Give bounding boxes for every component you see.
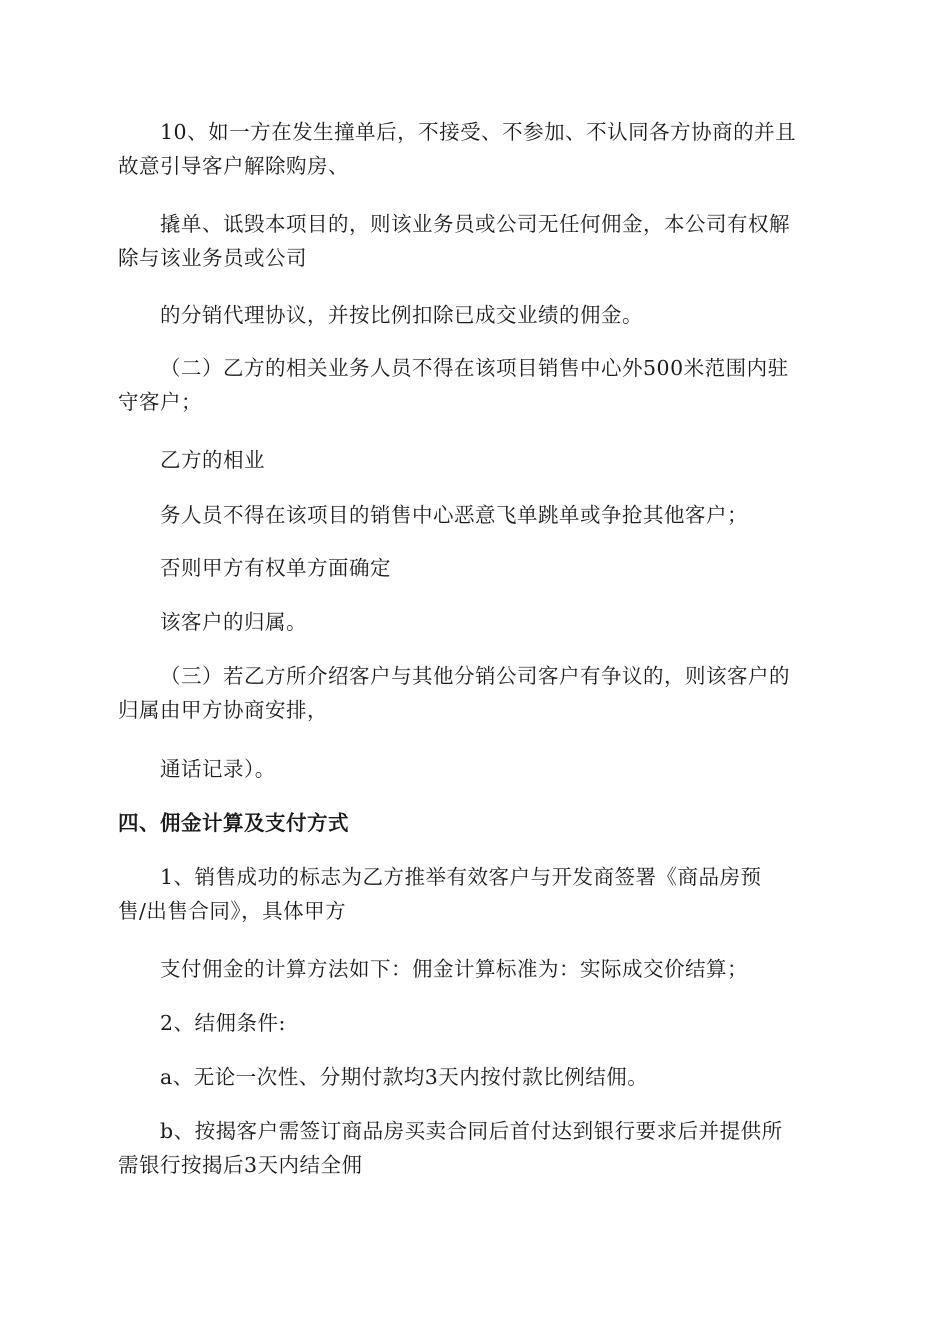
paragraph-clause-10 <box>118 115 838 183</box>
text-line: 的分销代理协议，并按比例扣除已成交业绩的佣金。 <box>160 303 643 327</box>
paragraph-clause-10-cont-1 <box>118 207 838 275</box>
text-line: 2、结佣条件: <box>160 1011 286 1035</box>
text-line: 归属由甲方协商安排， <box>118 698 328 722</box>
paragraph-section-2 <box>118 351 838 419</box>
section-heading-commission <box>118 806 838 840</box>
text-line: 支付佣金的计算方法如下：佣金计算标准为：实际成交价结算； <box>160 957 748 981</box>
paragraph-item-2 <box>118 1006 838 1040</box>
text-line: 撬单、诋毁本项目的，则该业务员或公司无任何佣金，本公司有权解 <box>160 212 790 236</box>
text-line: 售/出售合同》，具体甲方 <box>118 899 347 923</box>
text-line: a、无论一次性、分期付款均3天内按付款比例结佣。 <box>160 1065 649 1089</box>
paragraph-section-2-cont-2 <box>118 498 838 532</box>
paragraph-section-3-cont <box>118 752 838 786</box>
text-line: 否则甲方有权单方面确定 <box>160 556 391 580</box>
text-line: 务人员不得在该项目的销售中心恶意飞单跳单或争抢其他客户； <box>160 503 748 527</box>
text-line: 该客户的归属。 <box>160 610 307 634</box>
paragraph-item-1-cont <box>118 952 838 986</box>
heading-text: 四、佣金计算及支付方式 <box>118 811 349 835</box>
text-line: 通话记录）。 <box>160 757 276 781</box>
paragraph-item-2a <box>118 1060 838 1094</box>
paragraph-section-2-cont-4 <box>118 605 838 639</box>
paragraph-item-1 <box>118 860 838 928</box>
text-line: 需银行按揭后3天内结全佣 <box>118 1153 363 1177</box>
text-line: 1、销售成功的标志为乙方推举有效客户与开发商签署《商品房预 <box>160 865 762 889</box>
text-line: （二）乙方的相关业务人员不得在该项目销售中心外500米范围内驻 <box>160 356 789 380</box>
paragraph-section-2-cont-1 <box>118 443 838 477</box>
paragraph-clause-10-cont-2 <box>118 298 838 332</box>
text-line: （三）若乙方所介绍客户与其他分销公司客户有争议的，则该客户的 <box>160 664 790 688</box>
text-line: 10、如一方在发生撞单后，不接受、不参加、不认同各方协商的并且 <box>160 120 797 144</box>
text-line: 乙方的相业 <box>160 448 265 472</box>
text-line: 守客户； <box>118 390 202 414</box>
text-line: 故意引导客户解除购房、 <box>118 154 349 178</box>
text-line: 除与该业务员或公司 <box>118 246 307 270</box>
paragraph-item-2b <box>118 1114 838 1182</box>
paragraph-section-3 <box>118 659 838 727</box>
text-line: b、按揭客户需签订商品房买卖合同后首付达到银行要求后并提供所 <box>160 1119 783 1143</box>
paragraph-section-2-cont-3 <box>118 551 838 585</box>
